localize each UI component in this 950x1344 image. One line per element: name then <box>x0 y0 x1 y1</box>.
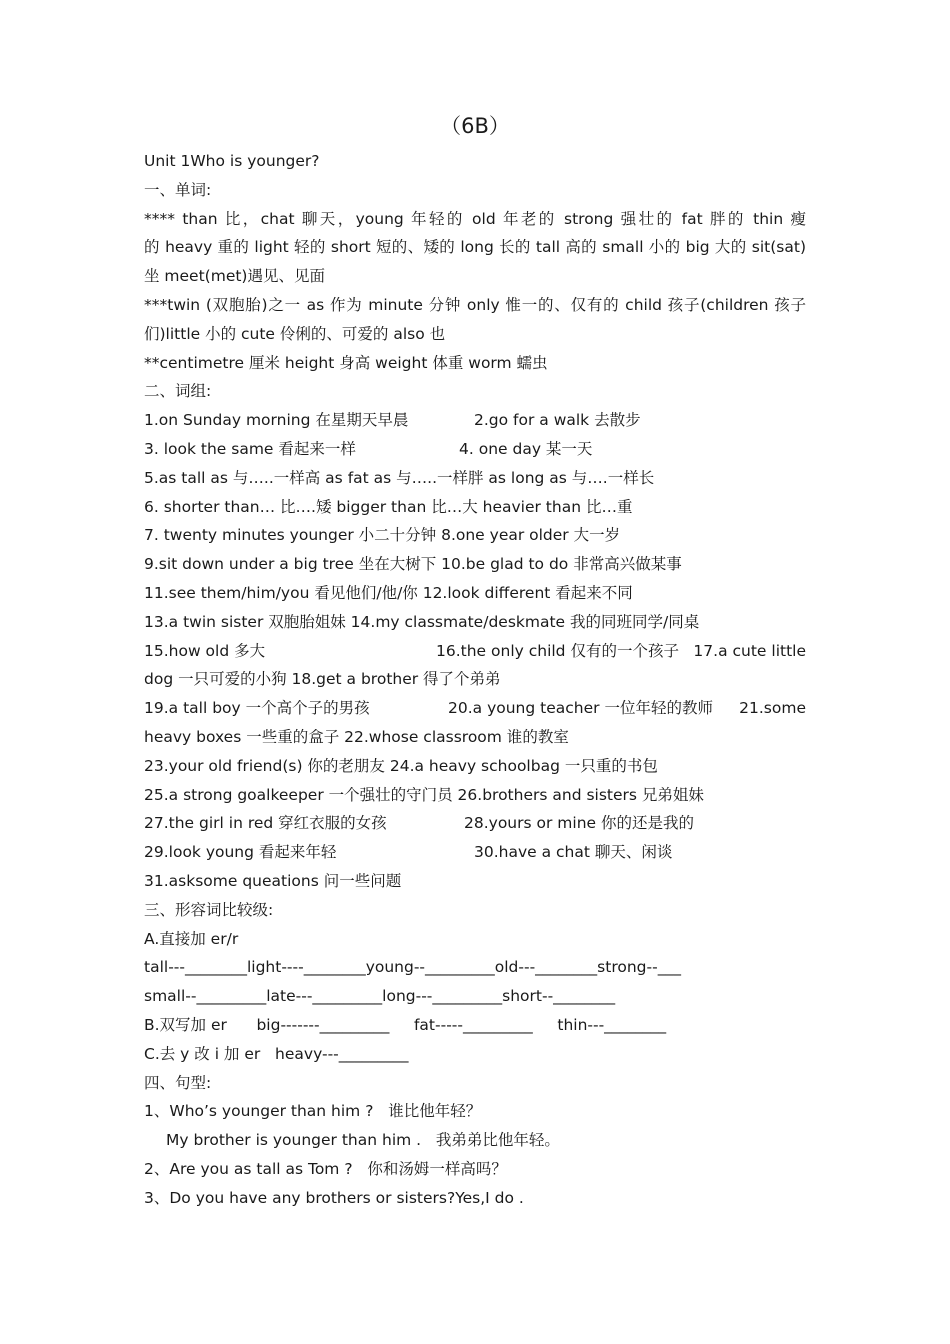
phrase-row <box>144 637 806 666</box>
phrase-item: 27.the girl in red 穿红衣服的女孩 <box>144 814 387 833</box>
unit-title: Unit 1Who is younger? <box>144 152 320 170</box>
phrase-row: heavy boxes 一些重的盒子 22.whose classroom 谁的教室 <box>144 727 569 746</box>
phrase-item: 19.a tall boy 一个高个子的男孩 <box>144 699 370 718</box>
phrase-item: 2.go for a walk 去散步 <box>474 411 641 430</box>
phrase-item: 1.on Sunday morning 在星期天早晨 <box>144 411 409 430</box>
phrase-row: 23.your old friend(s) 你的老朋友 24.a heavy schoolbag 一只重的书包 <box>144 756 658 775</box>
phrase-item: 3. look the same 看起来一样 <box>144 439 356 458</box>
phrase-row: 5.as tall as 与…..一样高 as fat as 与…..一样胖 as long as 与….一样长 <box>144 468 655 487</box>
phrase-item: 29.look young 看起来年轻 <box>144 843 337 862</box>
phrase-item: 15.how old 多大 <box>144 641 266 660</box>
phrase-row: 31.asksome queations 问一些问题 <box>144 871 402 890</box>
phrase-row <box>144 838 806 867</box>
phrase-row: 25.a strong goalkeeper 一个强壮的守门员 26.brothers and sisters 兄弟姐妹 <box>144 785 704 804</box>
phrase-row: 9.sit down under a big tree 坐在大树下 10.be glad to do 非常高兴做某事 <box>144 555 682 574</box>
comparative-blanks: tall---________light----________young--_________old---________strong--___ <box>144 958 681 977</box>
phrase-row: 13.a twin sister 双胞胎姐妹 14.my classmate/deskmate 我的同班同学/同桌 <box>144 612 700 631</box>
vocab-line: **** than 比，chat 聊天，young 年轻的 old 年老的 strong 强壮的 fat 胖的 thin 瘦 <box>144 209 806 228</box>
section-heading-sentences: 四、句型: <box>144 1073 212 1092</box>
section-heading-vocabulary: 一、单词: <box>144 180 212 199</box>
sentence-line: 2、Are you as tall as Tom ? 你和汤姆一样高吗？ <box>144 1159 507 1178</box>
sentence-line: 3、Do you have any brothers or sisters?Yes,I do . <box>144 1188 524 1207</box>
phrase-row: dog 一只可爱的小狗 18.get a brother 得了个弟弟 <box>144 670 501 689</box>
phrase-row: 7. twenty minutes younger 小二十分钟 8.one year older 大一岁 <box>144 526 621 545</box>
comparative-rule: A.直接加 er/r <box>144 929 239 948</box>
phrase-row <box>144 406 806 435</box>
phrase-row: 11.see them/him/you 看见他们/他/你 12.look different 看起来不同 <box>144 583 633 602</box>
vocab-line: 们)little 小的 cute 伶俐的、可爱的 also 也 <box>144 324 446 343</box>
vocab-line: 的 heavy 重的 light 轻的 short 短的、矮的 long 长的 tall 高的 small 小的 big 大的 sit(sat) <box>144 238 806 257</box>
phrase-item: 21.some <box>739 699 806 718</box>
page-title: （6B） <box>440 114 510 138</box>
section-heading-comparatives: 三、形容词比较级: <box>144 900 274 919</box>
phrase-row <box>144 435 806 464</box>
phrase-item: 17.a cute little <box>693 641 806 660</box>
phrase-row <box>144 694 806 723</box>
phrase-row <box>144 809 806 838</box>
comparative-blanks: small--_________late---_________long---_________short--________ <box>144 987 616 1006</box>
comparative-blanks: B.双写加 er big-------_________ fat-----_________ thin---________ <box>144 1015 667 1034</box>
phrase-item: 16.the only child 仅有的一个孩子 <box>436 641 679 660</box>
vocab-line: 坐 meet(met)遇见、见面 <box>144 267 325 286</box>
comparative-blanks: C.去 y 改 i 加 er heavy---_________ <box>144 1044 409 1063</box>
document-body <box>144 147 806 1212</box>
phrase-item: 4. one day 某一天 <box>459 439 593 458</box>
sentence-line: My brother is younger than him . 我弟弟比他年轻。 <box>166 1131 560 1150</box>
phrase-item: 20.a young teacher 一位年轻的教师 <box>448 699 713 718</box>
phrase-item: 28.yours or mine 你的还是我的 <box>464 814 694 833</box>
phrase-row: 6. shorter than… 比….矮 bigger than 比…大 heavier than 比…重 <box>144 497 633 516</box>
vocab-line: ***twin (双胞胎)之一 as 作为 minute 分钟 only 惟一的、仅有的 child 孩子(children 孩子 <box>144 295 806 314</box>
phrase-item: 30.have a chat 聊天、闲谈 <box>474 843 673 862</box>
sentence-line: 1、Who’s younger than him ? 谁比他年轻？ <box>144 1102 482 1121</box>
vocab-line: **centimetre 厘米 height 身高 weight 体重 worm 蠕虫 <box>144 353 548 372</box>
section-heading-phrases: 二、词组: <box>144 382 212 401</box>
